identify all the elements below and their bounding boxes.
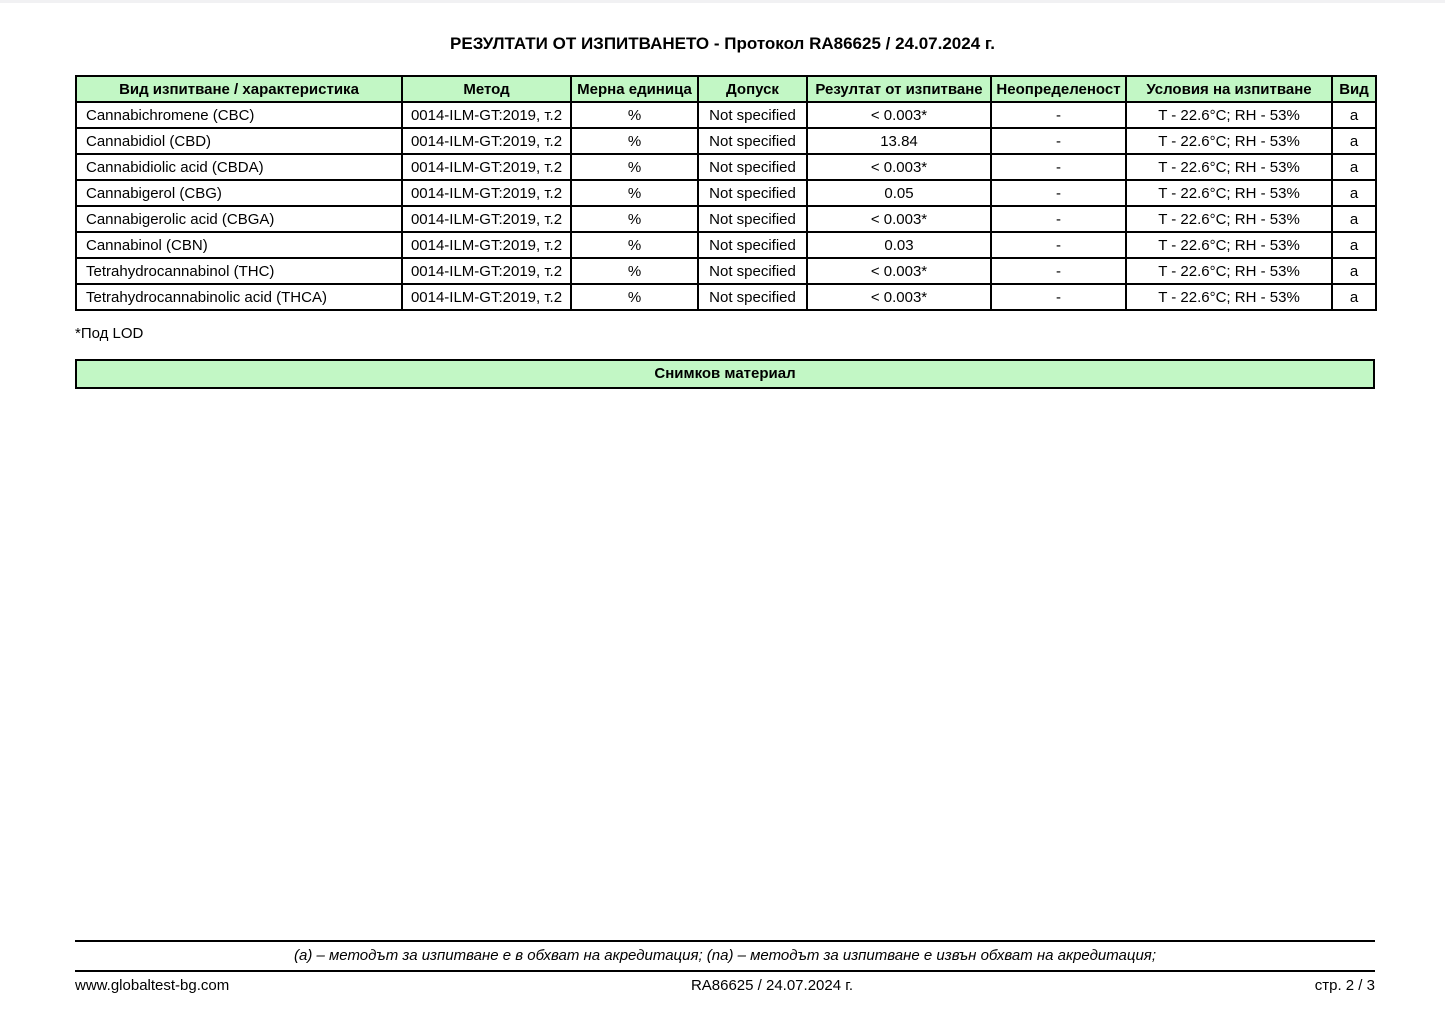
cell-type: a [1332, 180, 1376, 206]
cell-unit: % [571, 206, 698, 232]
table-row [76, 258, 1376, 284]
header-unit: Мерна единица [571, 76, 698, 102]
cell-tolerance: Not specified [698, 102, 807, 128]
footer-website: www.globaltest-bg.com [75, 977, 230, 994]
cell-conditions: T - 22.6°C; RH - 53% [1126, 258, 1332, 284]
cell-uncertainty: - [991, 128, 1126, 154]
cell-method: 0014-ILM-GT:2019, т.2 [402, 232, 571, 258]
cell-result: 0.03 [807, 232, 991, 258]
cell-test-type: Cannabigerol (CBG) [76, 180, 402, 206]
cell-uncertainty: - [991, 258, 1126, 284]
cell-uncertainty: - [991, 154, 1126, 180]
cell-type: a [1332, 232, 1376, 258]
cell-method: 0014-ILM-GT:2019, т.2 [402, 258, 571, 284]
cell-type: a [1332, 258, 1376, 284]
cell-type: a [1332, 128, 1376, 154]
cell-conditions: T - 22.6°C; RH - 53% [1126, 128, 1332, 154]
cell-tolerance: Not specified [698, 258, 807, 284]
table-row [76, 102, 1376, 128]
cell-test-type: Tetrahydrocannabinol (THC) [76, 258, 402, 284]
cell-unit: % [571, 180, 698, 206]
cell-result: < 0.003* [807, 258, 991, 284]
cell-test-type: Cannabigerolic acid (CBGA) [76, 206, 402, 232]
cell-type: a [1332, 154, 1376, 180]
cell-unit: % [571, 102, 698, 128]
cell-uncertainty: - [991, 232, 1126, 258]
table-row [76, 128, 1376, 154]
cell-conditions: T - 22.6°C; RH - 53% [1126, 102, 1332, 128]
cell-tolerance: Not specified [698, 128, 807, 154]
footer-protocol: RA86625 / 24.07.2024 г. [690, 977, 854, 994]
header-type: Вид [1332, 76, 1376, 102]
cell-result: < 0.003* [807, 154, 991, 180]
table-row [76, 284, 1376, 310]
cell-test-type: Cannabidiol (CBD) [76, 128, 402, 154]
cell-conditions: T - 22.6°C; RH - 53% [1126, 232, 1332, 258]
cell-result: 0.05 [807, 180, 991, 206]
header-result: Резултат от изпитване [807, 76, 991, 102]
table-row [76, 232, 1376, 258]
header-test-type: Вид изпитване / характеристика [76, 76, 402, 102]
cell-test-type: Cannabidiolic acid (CBDA) [76, 154, 402, 180]
photo-section-header: Снимков материал [75, 359, 1375, 389]
cell-method: 0014-ILM-GT:2019, т.2 [402, 180, 571, 206]
cell-tolerance: Not specified [698, 180, 807, 206]
header-method: Метод [402, 76, 571, 102]
cell-unit: % [571, 128, 698, 154]
page-footer [75, 977, 1375, 994]
cell-result: < 0.003* [807, 284, 991, 310]
cell-tolerance: Not specified [698, 284, 807, 310]
lod-note: *Под LOD [75, 325, 144, 342]
cell-method: 0014-ILM-GT:2019, т.2 [402, 154, 571, 180]
header-conditions: Условия на изпитване [1126, 76, 1332, 102]
cell-uncertainty: - [991, 180, 1126, 206]
cell-uncertainty: - [991, 102, 1126, 128]
cell-method: 0014-ILM-GT:2019, т.2 [402, 206, 571, 232]
table-header-row [76, 76, 1376, 102]
cell-unit: % [571, 284, 698, 310]
footer-page-number: стр. 2 / 3 [1314, 977, 1375, 994]
header-uncertainty: Неопределеност [991, 76, 1126, 102]
cell-conditions: T - 22.6°C; RH - 53% [1126, 154, 1332, 180]
cell-conditions: T - 22.6°C; RH - 53% [1126, 206, 1332, 232]
cell-tolerance: Not specified [698, 206, 807, 232]
cell-result: < 0.003* [807, 206, 991, 232]
cell-method: 0014-ILM-GT:2019, т.2 [402, 102, 571, 128]
cell-unit: % [571, 258, 698, 284]
cell-method: 0014-ILM-GT:2019, т.2 [402, 128, 571, 154]
cell-test-type: Cannabichromene (CBC) [76, 102, 402, 128]
cell-conditions: T - 22.6°C; RH - 53% [1126, 180, 1332, 206]
accreditation-footnote: (a) – методът за изпитване е в обхват на акредитация; (na) – методът за изпитване е извън обхват на акредитация; [75, 940, 1375, 972]
cell-conditions: T - 22.6°C; RH - 53% [1126, 284, 1332, 310]
cell-test-type: Tetrahydrocannabinolic acid (THCA) [76, 284, 402, 310]
cell-uncertainty: - [991, 206, 1126, 232]
cell-tolerance: Not specified [698, 154, 807, 180]
table-row [76, 206, 1376, 232]
cell-uncertainty: - [991, 284, 1126, 310]
cell-result: 13.84 [807, 128, 991, 154]
cell-type: a [1332, 102, 1376, 128]
table-row [76, 180, 1376, 206]
results-table [75, 75, 1377, 311]
cell-unit: % [571, 154, 698, 180]
report-title: РЕЗУЛТАТИ ОТ ИЗПИТВАНЕТО - Протокол RA86625 / 24.07.2024 г. [450, 34, 995, 53]
cell-type: a [1332, 206, 1376, 232]
header-tolerance: Допуск [698, 76, 807, 102]
cell-unit: % [571, 232, 698, 258]
page-top-edge [0, 0, 1445, 3]
cell-test-type: Cannabinol (CBN) [76, 232, 402, 258]
cell-tolerance: Not specified [698, 232, 807, 258]
cell-result: < 0.003* [807, 102, 991, 128]
table-row [76, 154, 1376, 180]
cell-type: a [1332, 284, 1376, 310]
cell-method: 0014-ILM-GT:2019, т.2 [402, 284, 571, 310]
